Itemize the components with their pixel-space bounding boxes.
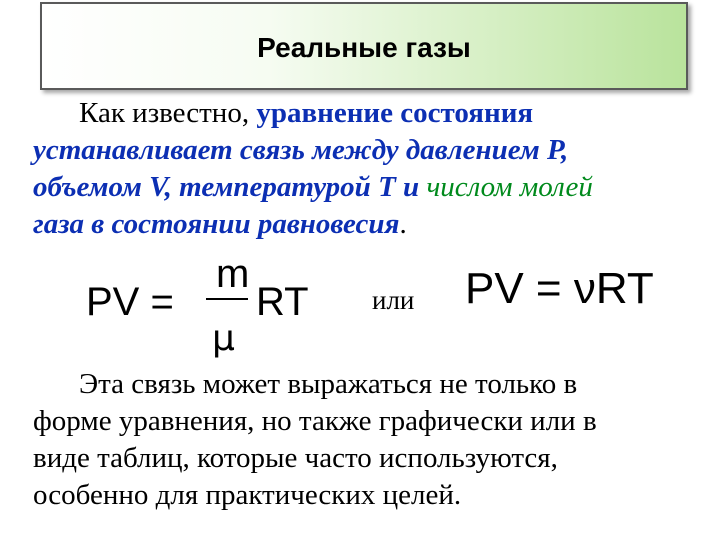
fraction-bar: [206, 298, 248, 300]
formula1-denominator: μ: [212, 318, 235, 359]
period: .: [399, 208, 407, 240]
slide-title: Реальные газы: [257, 32, 471, 63]
equation-of-state-term: уравнение состояния: [256, 97, 534, 129]
closing-line-3: виде таблиц, которые часто используются,: [33, 442, 558, 474]
formula-moles: PV = νRT: [465, 264, 654, 313]
formula1-left: PV =: [86, 280, 174, 324]
temperature-text: температурой: [179, 171, 379, 203]
and-text: и: [395, 171, 427, 203]
closing-line-1: Эта связь может выражаться не только в: [79, 368, 578, 400]
equilibrium-text: газа в состоянии равновесия: [33, 208, 400, 240]
intro-paragraph: [33, 95, 693, 243]
moles-text: числом молей: [426, 171, 593, 203]
volume-symbol: V: [149, 171, 165, 203]
intro-text: Как известно,: [79, 97, 257, 129]
closing-paragraph: [33, 366, 693, 514]
comma: ,: [164, 171, 180, 203]
pressure-symbol: P: [546, 134, 561, 166]
temperature-symbol: T: [378, 171, 396, 203]
formula1-numerator: m: [216, 252, 250, 296]
formula1-right: RT: [256, 280, 309, 324]
volume-text: объемом: [33, 171, 150, 203]
closing-line-4: особенно для практических целей.: [33, 479, 462, 511]
title-banner: [40, 2, 688, 90]
comma: ,: [560, 134, 569, 166]
closing-line-2: форме уравнения, но также графически или в: [33, 405, 597, 437]
relation-text: устанавливает связь между давлением: [33, 134, 547, 166]
or-label: или: [372, 285, 415, 315]
